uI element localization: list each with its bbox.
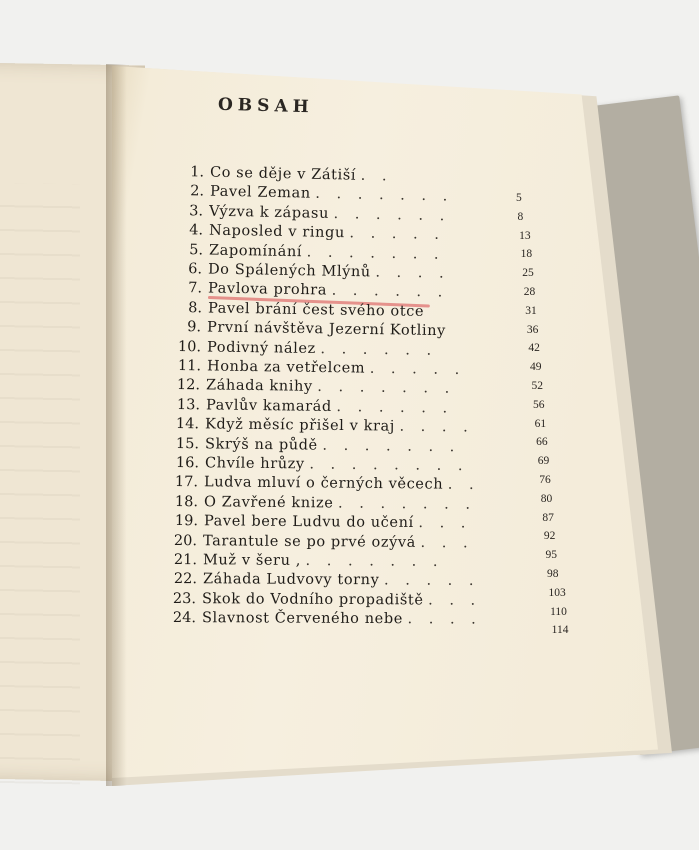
toc-entry-number: 21. <box>173 552 198 569</box>
page-number: 76 <box>539 474 551 486</box>
toc-entry-title: Pavlova prohra <box>207 280 328 299</box>
leader-dots: . . . . . . . <box>306 243 445 263</box>
toc-entry-title: Chvíle hrůzy <box>204 455 305 473</box>
toc-entry-title: Záhada Ludvovy torny <box>202 571 380 589</box>
toc-entry-title: Pavel Zeman <box>209 184 311 203</box>
leader-dots: . . . . . . . <box>338 495 477 513</box>
page-number: 98 <box>547 568 559 580</box>
toc-entry <box>172 610 482 632</box>
toc-entry-number: 14. <box>176 416 200 433</box>
bleed-through-text <box>0 182 80 784</box>
toc-entry-number: 3. <box>189 202 204 220</box>
toc-entry-number: 12. <box>176 377 201 394</box>
leader-dots: . . . . <box>399 418 475 436</box>
toc-entry-number: 19. <box>174 513 198 530</box>
page-number: 52 <box>531 380 543 392</box>
toc-entry-title: Podivný nález <box>206 339 316 357</box>
toc-entry-title: Pavel bere Ludvu do učení <box>203 513 414 532</box>
leader-dots: . . . . . . <box>336 398 454 417</box>
book-gutter <box>106 64 132 786</box>
leader-dots: . . . . . . . . <box>309 456 469 475</box>
toc-entry-title: Skok do Vodního propadiště <box>202 590 424 609</box>
toc-entry-title: Co se děje v Zátiší <box>209 164 357 184</box>
toc-entry <box>173 571 480 593</box>
toc-entry-title: Honba za vetřelcem <box>206 358 365 377</box>
toc-entry-number: 13. <box>176 396 200 414</box>
page-number: 5 <box>516 192 522 204</box>
leader-dots: . . . . . . . <box>317 379 456 398</box>
page-number: 18 <box>520 248 533 261</box>
page-number: 87 <box>542 511 554 524</box>
toc-entry-title: Pavlův kamarád <box>205 397 332 415</box>
toc-entry-title: Skrýš na půdě <box>205 435 318 454</box>
page-number: 69 <box>537 455 550 468</box>
toc-entry-number: 9. <box>187 319 202 336</box>
toc-entry-number: 23. <box>173 590 197 607</box>
page-number: 31 <box>525 304 537 317</box>
page-number: 8 <box>517 210 524 223</box>
leader-dots: . . . . . . . <box>322 437 461 455</box>
page-number: 114 <box>551 624 569 637</box>
toc-entry-number: 15. <box>175 435 200 452</box>
toc-entry-number: 6. <box>188 261 203 278</box>
page-number: 92 <box>543 530 556 543</box>
toc-entry-number: 11. <box>177 358 201 375</box>
toc-entry-number: 16. <box>175 455 199 472</box>
page-number: 56 <box>533 398 545 411</box>
toc-entry-title: Pavel brání čest svého otce <box>207 300 424 320</box>
leader-dots: . . . <box>418 515 472 532</box>
toc-entry-title: Ludva mluví o černých věcech <box>204 474 444 494</box>
toc-entry-number: 10. <box>177 338 201 355</box>
leader-dots: . . <box>360 167 393 185</box>
toc-entry-title: Záhada knihy <box>206 377 313 396</box>
page-number: 103 <box>548 586 566 599</box>
toc-entry-number: 18. <box>174 493 199 511</box>
leader-dots: . . . . <box>407 611 482 628</box>
page-number: 13 <box>519 229 531 242</box>
leader-dots: . . . . . <box>349 225 446 244</box>
toc-entry-title: Muž v šeru , <box>202 552 302 569</box>
leader-dots: . . . . <box>375 264 451 282</box>
toc-entry-number: 7. <box>187 280 203 297</box>
toc-entry-title: Výzva k zápasu <box>209 203 330 222</box>
toc-entry-number: 17. <box>175 474 199 491</box>
leader-dots: . . . . . <box>383 572 480 590</box>
toc-entry-title: Tarantule se po prvé ozývá <box>203 532 417 551</box>
page-number: 61 <box>534 417 547 430</box>
leader-dots: . . . . . . <box>331 282 449 301</box>
leader-dots: . . . . . . . <box>305 552 444 570</box>
leader-dots: . . . . . . <box>320 340 438 359</box>
toc-entry-number: 20. <box>174 532 198 549</box>
leader-dots: . . <box>448 477 481 494</box>
page-number: 42 <box>528 342 540 355</box>
toc-entry-title: První návštěva Jezerní Kotliny <box>207 319 447 340</box>
leader-dots: . . . . . . . <box>314 186 454 205</box>
toc-entry-title: Naposled v ringu <box>208 222 345 242</box>
page-number: 95 <box>545 549 557 562</box>
toc-entry-title: Zapomínání <box>208 242 302 260</box>
toc-entry-number: 2. <box>189 183 204 200</box>
page-number: 49 <box>529 361 542 374</box>
page-number: 110 <box>550 605 567 618</box>
toc-entry-title: Slavnost Červeného nebe <box>201 610 403 628</box>
toc-entry-number: 24. <box>172 610 196 627</box>
toc-entry-title: Když měsíc přišel v kraj <box>205 416 396 435</box>
page-number: 25 <box>522 267 534 280</box>
leader-dots: . . . . . . <box>333 205 451 225</box>
page-number: 80 <box>540 492 553 505</box>
page-number: 36 <box>526 323 539 336</box>
page-number: 28 <box>523 286 536 298</box>
page-number: 66 <box>536 436 548 449</box>
toc-entry-number: 4. <box>188 222 204 239</box>
toc-entry-title: O Zavřené knize <box>203 494 334 512</box>
toc-entry-number: 22. <box>173 571 197 588</box>
toc-entry-number: 5. <box>188 241 203 259</box>
leader-dots: . . . . . <box>369 360 465 379</box>
toc-entry-number: 1. <box>190 164 205 181</box>
leader-dots: . . . <box>428 592 482 609</box>
toc-entry-number: 8. <box>187 299 202 317</box>
toc-heading: OBSAH <box>217 94 314 118</box>
toc-entry-title: Do Spálených Mlýnů <box>208 261 372 281</box>
toc-entry <box>174 513 472 535</box>
leader-dots: . . . <box>420 534 475 551</box>
